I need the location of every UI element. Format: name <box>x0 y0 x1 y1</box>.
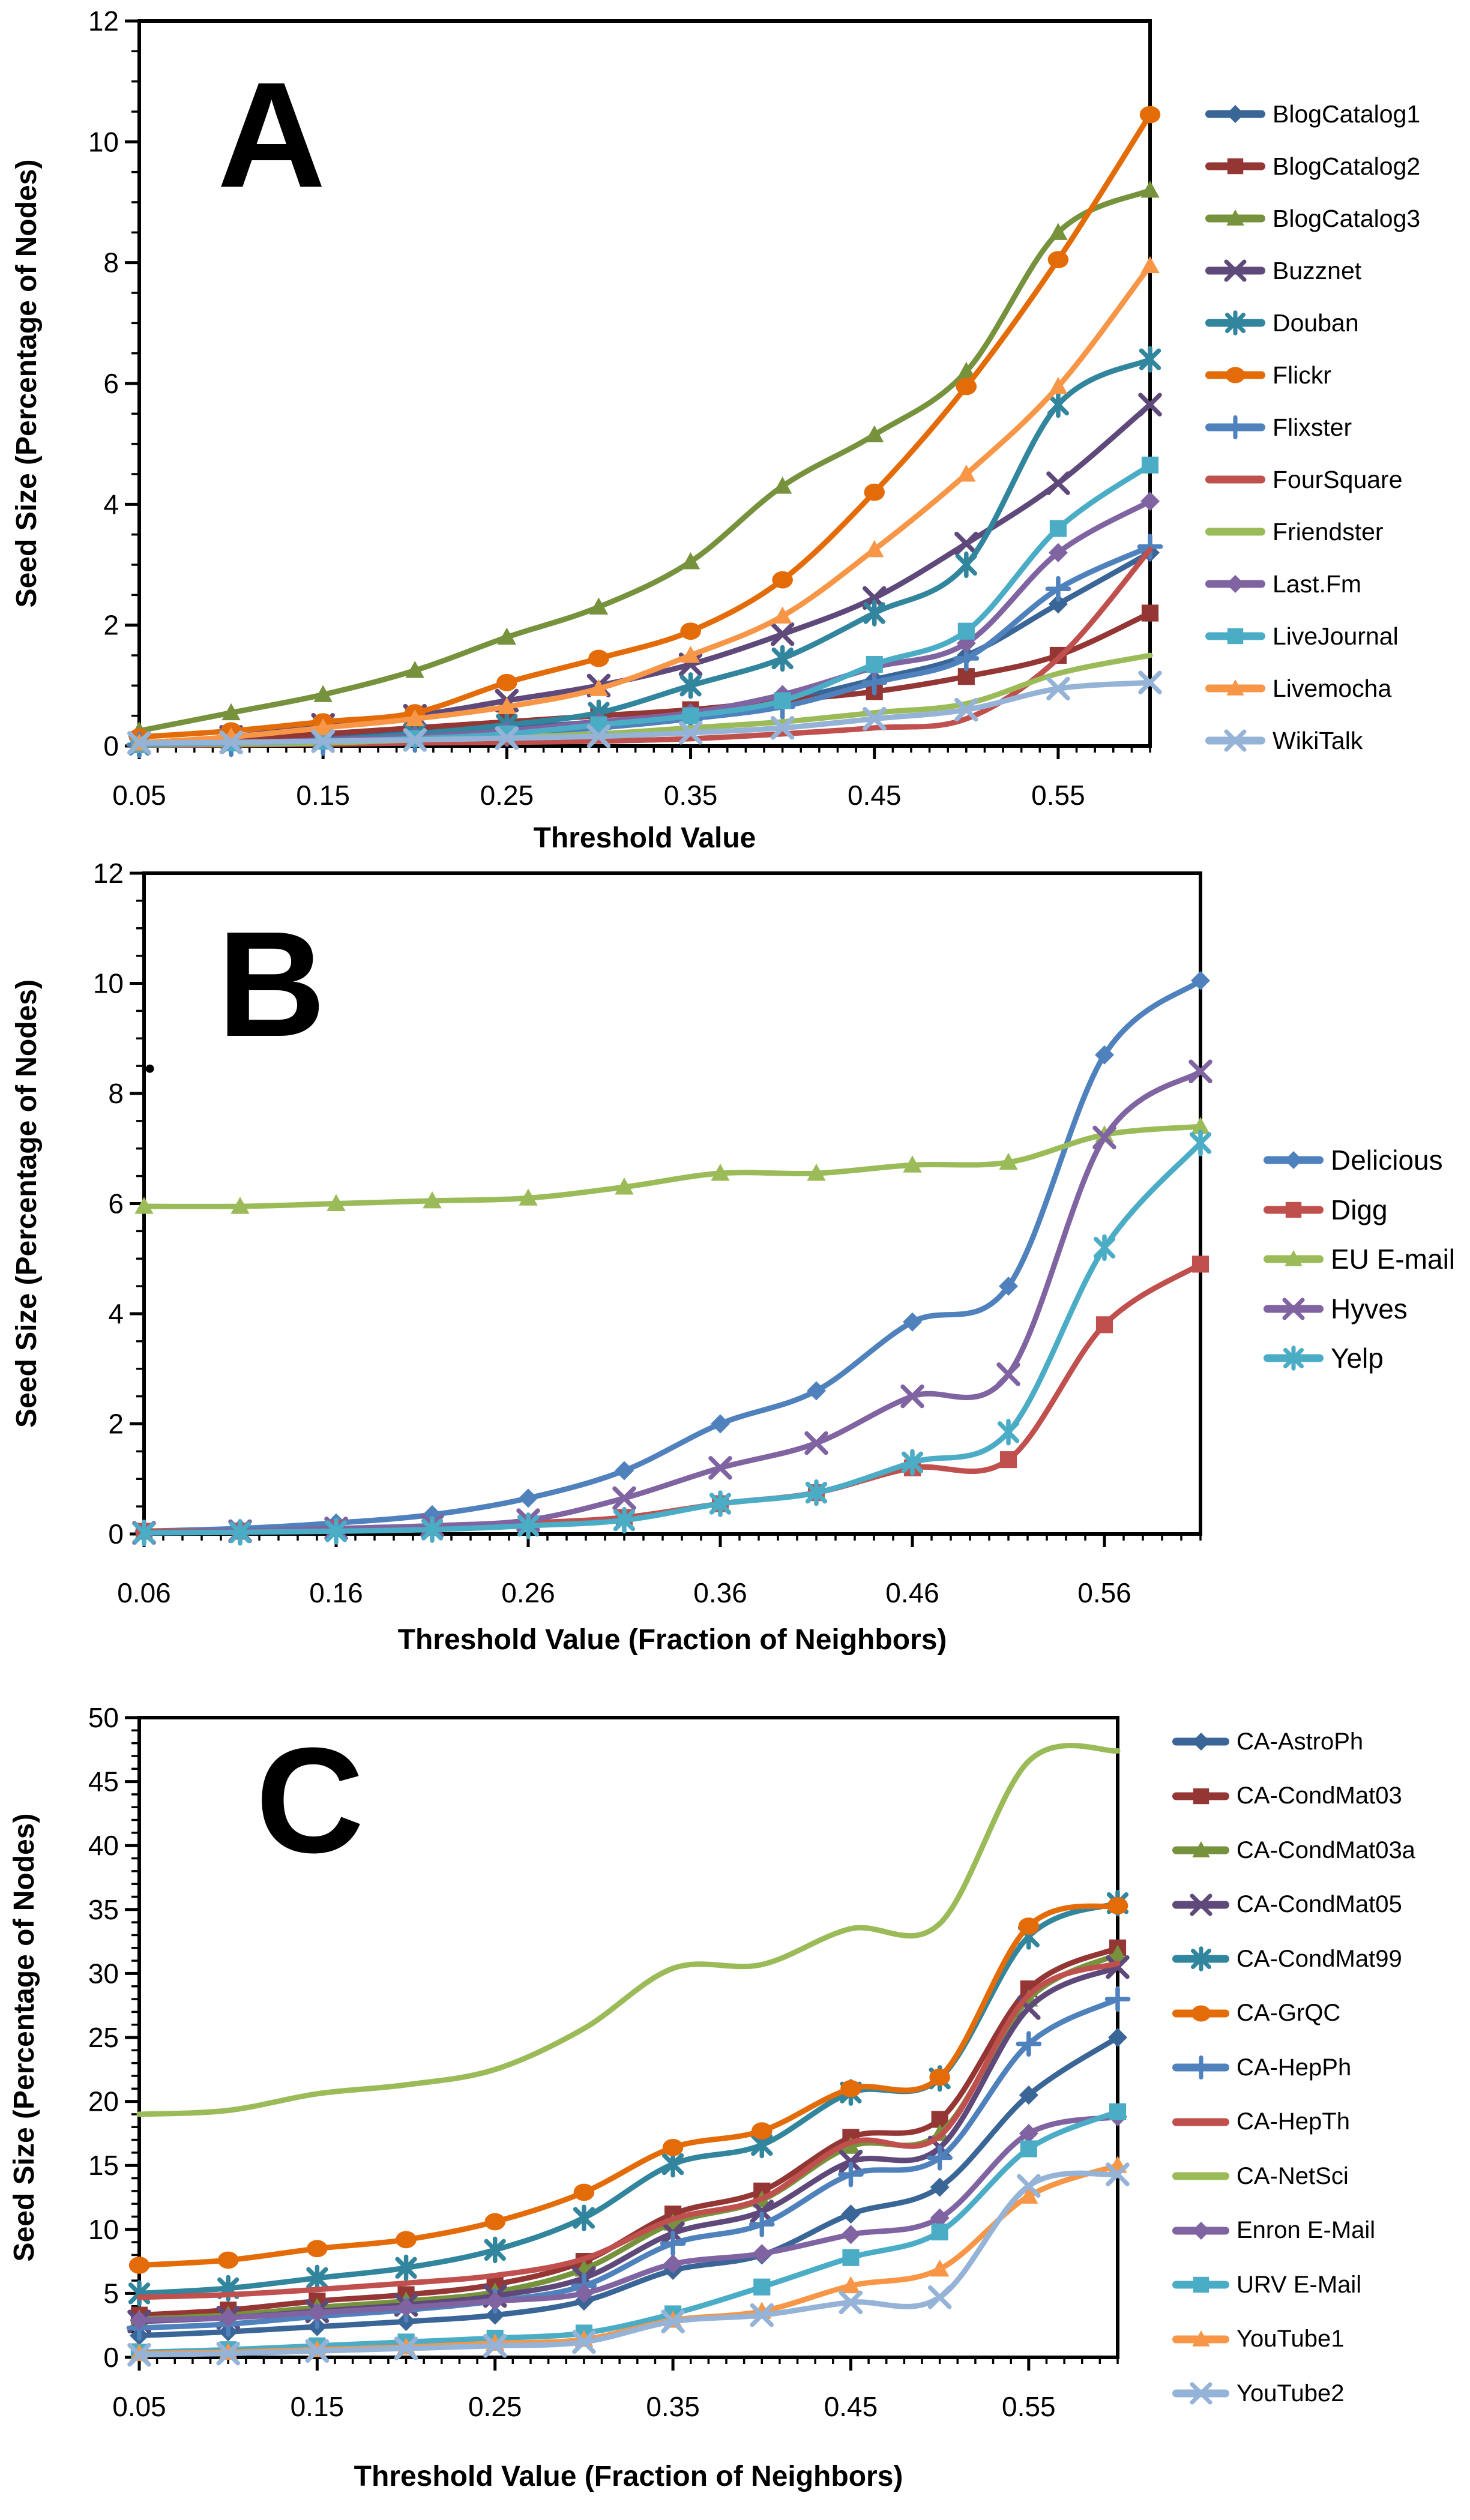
y-tick-label: 35 <box>88 1893 119 1925</box>
legend-marker-youtube2 <box>1172 2379 1229 2408</box>
y-tick-label: 4 <box>103 489 119 520</box>
series-line-ca-grqc <box>139 1905 1118 2265</box>
data-point-marker <box>772 571 793 589</box>
legend-marker-glyph <box>1185 2052 1217 2083</box>
legend-marker-enron-e-mail <box>1172 2216 1229 2245</box>
legend-marker-blogcatalog1 <box>1205 100 1265 128</box>
legend-marker-glyph <box>1278 1243 1309 1275</box>
chart-b-plot <box>11 858 1210 1656</box>
legend-marker-eu-e-mail <box>1264 1245 1324 1274</box>
legend-label: Livemocha <box>1273 674 1392 702</box>
legend-marker-urv-e-mail <box>1172 2270 1229 2299</box>
series-line-eu-e-mail <box>144 1126 1200 1206</box>
x-tick-label: 0.05 <box>112 2391 166 2422</box>
legend-line-sample <box>1172 2173 1229 2180</box>
legend-marker-shape <box>1286 1201 1301 1217</box>
legend-item-ca-grqc <box>1172 1997 1340 2030</box>
chart-c-plot <box>8 1702 1128 2492</box>
legend-label: CA-CondMat99 <box>1237 1945 1402 1972</box>
legend-label: Last.Fm <box>1273 570 1362 598</box>
legend-marker-glyph <box>1278 1293 1309 1325</box>
series-hyves <box>134 1062 1210 1542</box>
x-tick-label: 0.15 <box>290 2391 345 2422</box>
y-tick-label: 45 <box>88 1766 119 1797</box>
legend-marker-shape <box>1226 209 1244 226</box>
legend-label: Delicious <box>1331 1144 1443 1176</box>
data-point-marker <box>1019 1917 1040 1935</box>
y-tick-label: 0 <box>108 1518 124 1550</box>
legend-marker-glyph <box>1220 412 1251 443</box>
data-point-marker <box>129 2257 150 2274</box>
legend-marker-glyph <box>1220 359 1251 391</box>
legend-label: LiveJournal <box>1273 622 1399 650</box>
legend-item-youtube1 <box>1172 2323 1344 2356</box>
legend-item-ca-hepth <box>1172 2105 1350 2139</box>
legend-marker-glyph <box>1220 673 1251 704</box>
data-point-marker <box>1020 2140 1037 2157</box>
legend-item-ca-condmat03 <box>1172 1779 1402 1813</box>
legend-marker-shape <box>1192 1896 1210 1914</box>
x-axis-title-a: Threshold Value <box>533 822 756 854</box>
x-tick-label: 0.46 <box>885 1577 939 1608</box>
data-point-marker <box>307 2240 328 2257</box>
legend-marker-glyph <box>1220 151 1251 182</box>
y-tick-label: 10 <box>88 2213 119 2245</box>
y-tick-label: 50 <box>88 1702 119 1733</box>
legend-marker-shape <box>1226 262 1244 280</box>
legend-item-douban <box>1205 306 1359 340</box>
y-axis-title-c: Seed Size (Percentage of Nodes) <box>8 1813 40 2262</box>
data-point-marker <box>496 674 517 691</box>
x-tick-label: 0.06 <box>117 1577 171 1608</box>
legend-label: CA-CondMat03 <box>1237 1782 1402 1809</box>
legend-marker-shape <box>1193 2277 1208 2293</box>
data-point-marker <box>957 554 975 576</box>
data-point-marker <box>864 484 885 501</box>
legend-marker-ca-hepph <box>1172 2053 1229 2082</box>
data-point-marker <box>774 692 791 709</box>
x-tick-label: 0.15 <box>296 780 350 811</box>
data-point-marker <box>840 2080 861 2097</box>
series-enron-e-mail <box>130 2107 1127 2330</box>
chart-a-plot <box>11 5 1161 854</box>
legend-item-youtube2 <box>1172 2377 1344 2410</box>
data-point-marker <box>841 2225 860 2244</box>
legend-item-last-fm <box>1205 567 1361 601</box>
legend-marker-glyph <box>1278 1144 1309 1176</box>
series-markers-ca-condmat03a <box>130 1944 1127 2326</box>
legend-item-ca-astroph <box>1172 1725 1363 1758</box>
legend-marker-shape <box>1285 1151 1303 1169</box>
legend-marker-shape <box>1285 1250 1302 1266</box>
legend-label: Friendster <box>1273 517 1384 546</box>
legend-marker-ca-hepth <box>1172 2108 1229 2137</box>
y-tick-label: 0 <box>103 730 119 762</box>
legend-marker-glyph <box>1220 98 1251 130</box>
x-tick-label: 0.55 <box>1002 2391 1056 2422</box>
legend-label: URV E-Mail <box>1237 2271 1362 2298</box>
legend-marker-glyph <box>1220 621 1251 652</box>
legend-label: Digg <box>1331 1194 1388 1225</box>
legend-marker-livejournal <box>1205 622 1265 651</box>
legend-marker-foursquare <box>1205 465 1265 494</box>
data-point-marker <box>1000 1421 1017 1443</box>
series-markers-hyves <box>134 1062 1210 1542</box>
legend-marker-shape <box>1228 628 1243 644</box>
legend-item-blogcatalog2 <box>1205 149 1420 183</box>
legend-label: CA-HepPh <box>1237 2054 1352 2081</box>
legend-label: FourSquare <box>1273 465 1403 493</box>
legend-item-eu-e-mail <box>1264 1242 1455 1276</box>
legend-item-foursquare <box>1205 463 1403 496</box>
legend-label: EU E-mail <box>1331 1243 1456 1275</box>
legend-marker-glyph <box>1185 1781 1217 1812</box>
y-tick-label: 0 <box>103 2342 119 2373</box>
legend-marker-glyph <box>1185 2324 1217 2355</box>
y-tick-label: 2 <box>103 609 119 641</box>
legend-marker-shape <box>1286 1348 1302 1369</box>
data-point-marker <box>588 650 609 667</box>
legend-marker-flixster <box>1205 413 1265 442</box>
data-point-marker <box>615 1461 634 1480</box>
legend-item-wikitalk <box>1205 724 1363 757</box>
legend-item-friendster <box>1205 515 1384 549</box>
x-tick-label: 0.25 <box>468 2391 522 2422</box>
legend-label: BlogCatalog3 <box>1273 204 1421 232</box>
y-tick-label: 10 <box>88 126 119 158</box>
legend-item-livejournal <box>1205 619 1399 653</box>
legend-marker-glyph <box>1278 1194 1309 1225</box>
legend-marker-glyph <box>1185 1943 1217 1974</box>
legend-marker-glyph <box>1220 203 1251 234</box>
legend-marker-glyph <box>1220 725 1251 756</box>
data-point-marker <box>866 656 883 673</box>
data-point-marker <box>753 2279 770 2296</box>
data-point-marker <box>663 2139 684 2156</box>
legend-marker-digg <box>1264 1195 1324 1224</box>
data-point-marker <box>1142 604 1158 621</box>
data-point-marker <box>218 2252 239 2269</box>
legend-marker-glyph <box>1185 1998 1217 2029</box>
legend-item-yelp <box>1264 1341 1384 1375</box>
x-tick-label: 0.05 <box>112 780 166 811</box>
series-markers-enron-e-mail <box>130 2107 1127 2330</box>
y-tick-label: 5 <box>103 2278 119 2309</box>
legend-marker-last-fm <box>1205 570 1265 598</box>
legend-marker-blogcatalog2 <box>1205 152 1265 181</box>
legend-marker-friendster <box>1205 517 1265 546</box>
legend-marker-shape <box>1226 105 1244 123</box>
x-tick-label: 0.55 <box>1031 780 1085 811</box>
legend-label: Douban <box>1273 308 1359 337</box>
legend-marker-ca-condmat03 <box>1172 1782 1229 1811</box>
legend-label: CA-AstroPh <box>1237 1728 1364 1755</box>
legend-marker-shape <box>1192 2222 1210 2240</box>
data-point-marker <box>932 2224 948 2240</box>
x-tick-label: 0.45 <box>847 780 902 811</box>
data-point-marker <box>682 708 699 724</box>
legend-marker-blogcatalog3 <box>1205 204 1265 233</box>
legend-label: CA-CondMat03a <box>1237 1836 1415 1863</box>
y-tick-label: 6 <box>108 1188 124 1219</box>
data-point-marker <box>484 2213 505 2231</box>
x-tick-label: 0.35 <box>646 2391 700 2422</box>
legend-item-livemocha <box>1205 672 1391 705</box>
data-point-marker <box>1048 251 1069 268</box>
legend-item-ca-hepph <box>1172 2051 1351 2084</box>
series-markers-digg <box>136 1255 1209 1539</box>
legend-marker-hyves <box>1264 1295 1324 1323</box>
legend-label: Yelp <box>1331 1343 1384 1374</box>
legend-marker-shape <box>1226 418 1246 438</box>
legend-marker-youtube1 <box>1172 2325 1229 2354</box>
legend-item-ca-condmat03a <box>1172 1833 1415 1867</box>
legend-line-sample <box>1172 2118 1229 2126</box>
data-point-marker <box>1140 492 1160 511</box>
legend-item-digg <box>1264 1193 1388 1227</box>
legend-line-sample <box>1205 476 1265 484</box>
legend-marker-glyph <box>1185 1835 1217 1866</box>
legend-marker-shape <box>1193 1788 1208 1803</box>
y-tick-label: 6 <box>103 368 119 399</box>
legend-label: CA-CondMat05 <box>1237 1891 1402 1917</box>
panel-label-b: B <box>217 900 326 1068</box>
legend-marker-shape <box>1192 1841 1209 1857</box>
legend-marker-douban <box>1205 308 1265 337</box>
y-tick-label: 8 <box>103 247 119 278</box>
data-point-marker <box>1107 1988 1128 2009</box>
legend-marker-shape <box>1226 575 1244 593</box>
data-point-marker <box>711 1415 730 1434</box>
legend-marker-shape <box>1228 158 1243 174</box>
y-tick-label: 2 <box>108 1408 124 1440</box>
data-point-marker <box>1192 1132 1209 1154</box>
legend-marker-ca-condmat99 <box>1172 1944 1229 1973</box>
legend-marker-glyph <box>1185 2215 1217 2246</box>
legend-marker-yelp <box>1264 1344 1324 1373</box>
series-line-blogcatalog3 <box>139 190 1150 731</box>
legend-marker-shape <box>1191 2058 1211 2078</box>
legend-marker-glyph <box>1185 1726 1217 1757</box>
legend-marker-shape <box>1192 2330 1209 2347</box>
data-point-marker <box>752 2244 771 2263</box>
legend-marker-glyph <box>1278 1343 1309 1374</box>
series-ca-condmat03a <box>130 1944 1127 2326</box>
series-line-hyves <box>144 1071 1200 1533</box>
data-point-marker <box>1096 1316 1113 1333</box>
y-tick-label: 25 <box>88 2022 119 2053</box>
legend-label: YouTube1 <box>1237 2326 1345 2352</box>
data-point-marker <box>574 2184 595 2201</box>
legend-marker-ca-grqc <box>1172 1999 1229 2028</box>
stray-dot-artifact <box>146 1065 154 1073</box>
legend-marker-livemocha <box>1205 674 1265 703</box>
legend-label: Flixster <box>1273 413 1352 441</box>
legend-label: Buzznet <box>1273 256 1362 284</box>
data-point-marker <box>842 2249 859 2266</box>
legend-item-blogcatalog3 <box>1205 202 1420 235</box>
legend-marker-glyph <box>1185 1889 1217 1920</box>
panel-label-a: A <box>217 51 326 218</box>
legend-marker-ca-condmat05 <box>1172 1890 1229 1919</box>
legend-label: Flickr <box>1273 361 1331 389</box>
series-markers-blogcatalog3 <box>130 181 1159 738</box>
series-blogcatalog3 <box>130 181 1159 738</box>
legend-marker-shape <box>1228 313 1244 334</box>
legend-marker-shape <box>1192 1733 1210 1751</box>
legend-item-flixster <box>1205 410 1352 444</box>
legend-label: CA-NetSci <box>1237 2162 1349 2189</box>
data-point-marker <box>1140 106 1161 124</box>
legend-label: CA-GrQC <box>1237 2000 1341 2026</box>
legend-marker-ca-condmat03a <box>1172 1836 1229 1865</box>
y-tick-label: 10 <box>92 967 124 999</box>
legend-marker-shape <box>1285 1300 1303 1318</box>
series-line-last-fm <box>139 501 1150 745</box>
legend-marker-ca-netsci <box>1172 2162 1229 2191</box>
x-tick-label: 0.45 <box>824 2391 878 2422</box>
legend-item-enron-e-mail <box>1172 2214 1375 2248</box>
data-point-marker <box>1140 181 1159 197</box>
legend-label: Enron E-Mail <box>1237 2217 1376 2243</box>
data-point-marker <box>1140 256 1159 273</box>
x-tick-label: 0.35 <box>663 780 718 811</box>
data-point-marker <box>1096 1237 1113 1259</box>
legend-label: BlogCatalog2 <box>1273 152 1421 180</box>
legend-label: BlogCatalog1 <box>1273 100 1421 128</box>
data-point-marker <box>1192 1255 1209 1272</box>
legend-label: WikiTalk <box>1273 726 1363 754</box>
y-axis-title-b: Seed Size (Percentage of Nodes) <box>11 979 43 1428</box>
data-point-marker <box>1049 474 1068 493</box>
x-tick-label: 0.25 <box>480 780 534 811</box>
data-point-marker <box>841 2204 860 2224</box>
y-tick-label: 40 <box>88 1830 119 1862</box>
legend-marker-ca-astroph <box>1172 1727 1229 1756</box>
y-tick-label: 4 <box>108 1298 124 1329</box>
legend-marker-flickr <box>1205 361 1265 389</box>
data-point-marker <box>957 534 976 553</box>
legend-marker-buzznet <box>1205 256 1265 285</box>
legend-marker-glyph <box>1220 255 1251 286</box>
data-point-marker <box>1107 1897 1128 1914</box>
legend-item-ca-condmat99 <box>1172 1942 1402 1976</box>
legend-marker-glyph <box>1220 568 1251 600</box>
legend-marker-shape <box>1191 2005 1210 2021</box>
legend-marker-shape <box>1193 1949 1209 1970</box>
data-point-marker <box>930 2288 950 2307</box>
data-point-marker <box>929 2069 950 2086</box>
legend-marker-shape <box>1226 732 1244 750</box>
data-point-marker <box>396 2231 417 2248</box>
legend-marker-shape <box>1192 2384 1210 2402</box>
legend-label: CA-HepTh <box>1237 2108 1350 2135</box>
x-tick-label: 0.16 <box>309 1577 363 1608</box>
x-tick-label: 0.36 <box>693 1577 747 1608</box>
legend-marker-glyph <box>1220 307 1251 338</box>
data-point-marker <box>1109 2104 1126 2120</box>
y-tick-label: 30 <box>88 1958 119 1989</box>
data-point-marker <box>958 623 975 640</box>
legend-marker-glyph <box>1185 2269 1217 2300</box>
y-tick-label: 12 <box>88 5 119 37</box>
series-digg <box>136 1255 1209 1539</box>
data-point-marker <box>1142 457 1158 474</box>
series-line-douban <box>139 359 1150 745</box>
data-point-marker <box>999 1365 1018 1384</box>
series-line-ca-condmat05 <box>139 1967 1118 2322</box>
data-point-marker <box>1050 520 1067 537</box>
y-tick-label: 15 <box>88 2150 119 2182</box>
series-line-yelp <box>144 1143 1200 1533</box>
data-point-marker <box>752 2122 773 2140</box>
legend-marker-shape <box>1226 367 1245 383</box>
legend-item-urv-e-mail <box>1172 2268 1361 2302</box>
data-point-marker <box>680 622 701 640</box>
legend-label: Hyves <box>1331 1293 1408 1325</box>
y-tick-label: 8 <box>108 1078 124 1109</box>
x-tick-label: 0.56 <box>1077 1577 1131 1608</box>
legend-item-ca-netsci <box>1172 2159 1349 2193</box>
data-point-marker <box>1000 1451 1017 1468</box>
legend-marker-glyph <box>1185 2378 1217 2409</box>
legend-item-flickr <box>1205 358 1331 392</box>
x-axis-title-c: Threshold Value (Fraction of Neighbors) <box>354 2461 903 2492</box>
y-tick-label: 12 <box>92 858 124 889</box>
legend-item-delicious <box>1264 1143 1443 1177</box>
legend-marker-wikitalk <box>1205 726 1265 755</box>
y-axis-title-a: Seed Size (Percentage of Nodes) <box>11 159 43 608</box>
y-tick-label: 20 <box>88 2085 119 2117</box>
legend-marker-shape <box>1226 679 1244 696</box>
legend-line-sample <box>1205 528 1265 536</box>
x-axis-title-b: Threshold Value (Fraction of Neighbors) <box>397 1624 947 1656</box>
x-tick-label: 0.26 <box>501 1577 555 1608</box>
legend-marker-delicious <box>1264 1146 1324 1174</box>
legend-item-ca-condmat05 <box>1172 1888 1402 1922</box>
panel-label-c: C <box>256 1716 364 1884</box>
legend-label: YouTube2 <box>1237 2380 1345 2407</box>
data-point-marker <box>519 1488 538 1508</box>
legend-item-blogcatalog1 <box>1205 97 1420 131</box>
legend-item-hyves <box>1264 1292 1408 1326</box>
legend-item-buzznet <box>1205 254 1361 287</box>
data-point-marker <box>956 378 977 395</box>
